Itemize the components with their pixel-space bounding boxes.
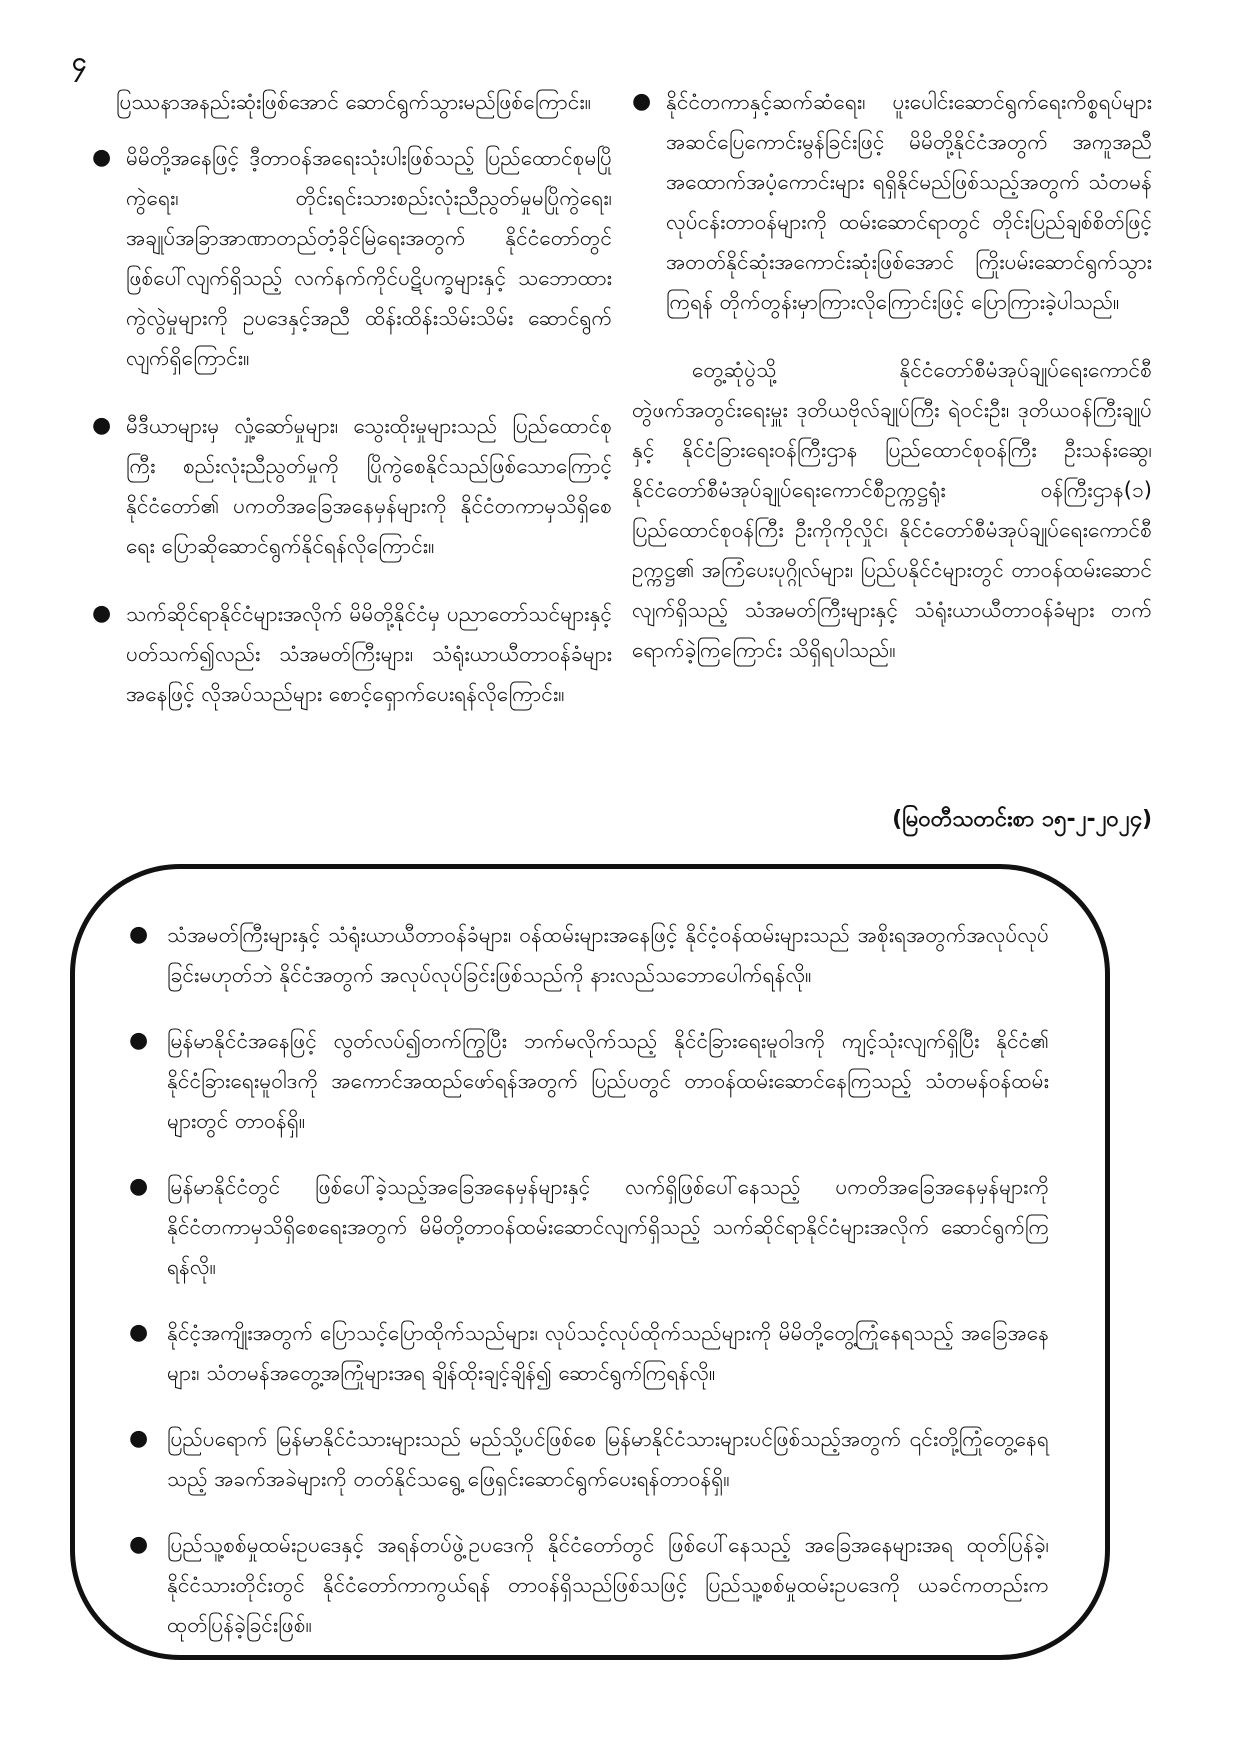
list-item [92, 138, 612, 378]
summary-item [129, 1167, 1049, 1287]
bullet-icon: ● [92, 145, 112, 170]
summary-list [129, 915, 1049, 1671]
page-number: ၄ [72, 47, 87, 77]
bullet-icon: ● [92, 601, 112, 626]
bullet-icon: ● [632, 89, 652, 114]
bullet-icon: ● [129, 1532, 149, 1557]
summary-box [70, 864, 1110, 1660]
continuation-paragraph: ပြဿနာအနည်းဆုံးဖြစ်အောင် ဆောင်ရွက်သွားမည်ဖြစ်ကြောင်း။ [116, 90, 592, 114]
list-item [632, 82, 1152, 322]
bullet-icon: ● [129, 922, 149, 947]
summary-item-text: မြန်မာနိုင်ငံအနေဖြင့် လွတ်လပ်၍တက်ကြွပြီး ဘက်မလိုက်သည့် နိုင်ငံခြားရေးမူဝါဒကို ကျင့်သုံးလျက်ရှိပြီး နိုင်ငံ၏ နိုင်ငံခြားရေးမူဝါဒကို အကောင်အထည်ဖော်ရန်အတွက် ပြည်ပတွင် တာဝန်ထမ်းဆောင်နေကြသည့် သံတမန်ဝန်ထမ်းများတွင် တာဝန်ရှိ။ [167, 1029, 1049, 1133]
summary-item-text: ပြည်ပရောက် မြန်မာနိုင်ငံသားများသည် မည်သို့ပင်ဖြစ်စေ မြန်မာနိုင်ငံသားများပင်ဖြစ်သည့်အတွက် ၎င်းတို့ကြုံတွေ့နေရသည့် အခက်အခဲများကို တတ်နိုင်သရွေ့ ဖြေရှင်းဆောင်ရွက်ပေးရန်တာဝန်ရှိ။ [167, 1427, 1049, 1491]
summary-item-text: နိုင်ငံ့အကျိုးအတွက် ပြောသင့်ပြောထိုက်သည်များ၊ လုပ်သင့်လုပ်ထိုက်သည်များကို မိမိတို့တွေ့ကြုံနေရသည့် အခြေအနေများ၊ သံတမန်အတွေ့အကြုံများအရ ချိန်ထိုးချင့်ချိန်၍ ဆောင်ရွက်ကြရန်လို။ [167, 1321, 1049, 1385]
summary-item [129, 915, 1049, 995]
list-item [92, 406, 612, 566]
left-column [92, 82, 612, 742]
summary-item-text: ပြည်သူ့စစ်မှုထမ်းဥပဒေနှင့် အရန်တပ်ဖွဲ့ဥပဒေကို နိုင်ငံတော်တွင် ဖြစ်ပေါ်နေသည့် အခြေအနေများအရ ထုတ်ပြန်ခဲ့၊ နိုင်ငံသားတိုင်းတွင် နိုင်ငံတော်ကာကွယ်ရန် တာဝန်ရှိသည်ဖြစ်သဖြင့် ပြည်သူ့စစ်မှုထမ်းဥပဒေကို ယခင်ကတည်းက ထုတ်ပြန်ခဲ့ခြင်းဖြစ်။ [167, 1533, 1049, 1637]
bullet-icon: ● [129, 1320, 149, 1345]
bullet-icon: ● [129, 1028, 149, 1053]
list-item-text: မိမိတို့အနေဖြင့် ဒီ့တာဝန်အရေးသုံးပါးဖြစ်သည့် ပြည်ထောင်စုမပြိုကွဲရေး၊ တိုင်းရင်းသားစည်းလုံးညီညွတ်မှုမပြိုကွဲရေး၊ အချုပ်အခြာအာဏာတည်တံ့ခိုင်မြဲရေးအတွက် နိုင်ငံတော်တွင် ဖြစ်ပေါ်လျက်ရှိသည့် လက်နက်ကိုင်ပဋိပက္ခများနှင့် သဘောထားကွဲလွဲမှုများကို ဥပဒေနှင့်အညီ ထိန်းထိန်းသိမ်းသိမ်း ဆောင်ရွက်လျက်ရှိကြောင်း။ [126, 146, 612, 370]
list-item-text: သက်ဆိုင်ရာနိုင်ငံများအလိုက် မိမိတို့နိုင်ငံမှ ပညာတော်သင်များနှင့်ပတ်သက်၍လည်း သံအမတ်ကြီးများ၊ သံရုံးယာယီတာဝန်ခံများအနေဖြင့် လိုအပ်သည်များ စောင့်ရှောက်ပေးရန်လိုကြောင်း။ [126, 602, 612, 706]
summary-item-text: မြန်မာနိုင်ငံတွင် ဖြစ်ပေါ်ခဲ့သည့်အခြေအနေမှန်များနှင့် လက်ရှိဖြစ်ပေါ်နေသည့် ပကတိအခြေအနေမှန်များကို နိုင်ငံတကာမှသိရှိစေရေးအတွက် မိမိတို့တာဝန်ထမ်းဆောင်လျက်ရှိသည့် သက်ဆိုင်ရာနိုင်ငံများအလိုက် ဆောင်ရွက်ကြရန်လို။ [167, 1175, 1049, 1279]
summary-item [129, 1313, 1049, 1393]
source-citation: (မြဝတီသတင်းစာ ၁၅-၂-၂၀၂၄) [892, 807, 1152, 832]
closing-paragraph: တွေ့ဆုံပွဲသို့ နိုင်ငံတော်စီမံအုပ်ချုပ်ရေးကောင်စီတွဲဖက်အတွင်းရေးမှူး ဒုတိယဗိုလ်ချုပ်ကြီး ရဲဝင်းဦး၊ ဒုတိယဝန်ကြီးချုပ်နှင့် နိုင်ငံခြားရေးဝန်ကြီးဌာန ပြည်ထောင်စုဝန်ကြီး ဦးသန်းဆွေ၊ နိုင်ငံတော်စီမံအုပ်ချုပ်ရေးကောင်စီဥက္ကဋ္ဌရုံး ဝန်ကြီးဌာန(၁) ပြည်ထောင်စုဝန်ကြီး ဦးကိုကိုလှိုင်၊ နိုင်ငံတော်စီမံအုပ်ချုပ်ရေးကောင်စီဥက္ကဋ္ဌ၏ အကြံပေးပုဂ္ဂိုလ်များ၊ ပြည်ပနိုင်ငံများတွင် တာဝန်ထမ်းဆောင်လျက်ရှိသည့် သံအမတ်ကြီးများနှင့် သံရုံးယာယီတာဝန်ခံများ တက်ရောက်ခဲ့ကြကြောင်း သိရှိရပါသည်။ [632, 358, 1152, 662]
summary-item [129, 1525, 1049, 1645]
summary-item [129, 1419, 1049, 1499]
summary-item [129, 1021, 1049, 1141]
summary-item-text: သံအမတ်ကြီးများနှင့် သံရုံးယာယီတာဝန်ခံများ၊ ဝန်ထမ်းများအနေဖြင့် နိုင်ငံ့ဝန်ထမ်းများသည် အစိုးရအတွက်အလုပ်လုပ်ခြင်းမဟုတ်ဘဲ နိုင်ငံအတွက် အလုပ်လုပ်ခြင်းဖြစ်သည်ကို နားလည်သဘောပေါက်ရန်လို။ [167, 923, 1049, 987]
list-item-text: နိုင်ငံတကာနှင့်ဆက်ဆံရေး၊ ပူးပေါင်းဆောင်ရွက်ရေးကိစ္စရပ်များ အဆင်ပြေကောင်းမွန်ခြင်းဖြင့် မိမိတို့နိုင်ငံအတွက် အကူအညီအထောက်အပံ့ကောင်းများ ရရှိနိုင်မည်ဖြစ်သည့်အတွက် သံတမန်လုပ်ငန်းတာဝန်များကို ထမ်းဆောင်ရာတွင် တိုင်းပြည်ချစ်စိတ်ဖြင့် အတတ်နိုင်ဆုံးအကောင်းဆုံးဖြစ်အောင် ကြိုးပမ်းဆောင်ရွက်သွားကြရန် တိုက်တွန်းမှာကြားလိုကြောင်းဖြင့် ပြောကြားခဲ့ပါသည်။ [666, 90, 1152, 314]
list-item-text: မီဒီယာများမှ လှုံ့ဆော်မှုများ၊ သွေးထိုးမှုများသည် ပြည်ထောင်စုကြီး စည်းလုံးညီညွတ်မှုကို ပြိုကွဲစေနိုင်သည်ဖြစ်သောကြောင့် နိုင်ငံတော်၏ ပကတိအခြေအနေမှန်များကို နိုင်ငံတကာမှသိရှိစေရေး ပြောဆိုဆောင်ရွက်နိုင်ရန်လိုကြောင်း။ [126, 414, 612, 558]
right-column [632, 82, 1152, 670]
bullet-icon: ● [129, 1426, 149, 1451]
bullet-icon: ● [129, 1174, 149, 1199]
bullet-icon: ● [92, 413, 112, 438]
list-item [92, 594, 612, 714]
